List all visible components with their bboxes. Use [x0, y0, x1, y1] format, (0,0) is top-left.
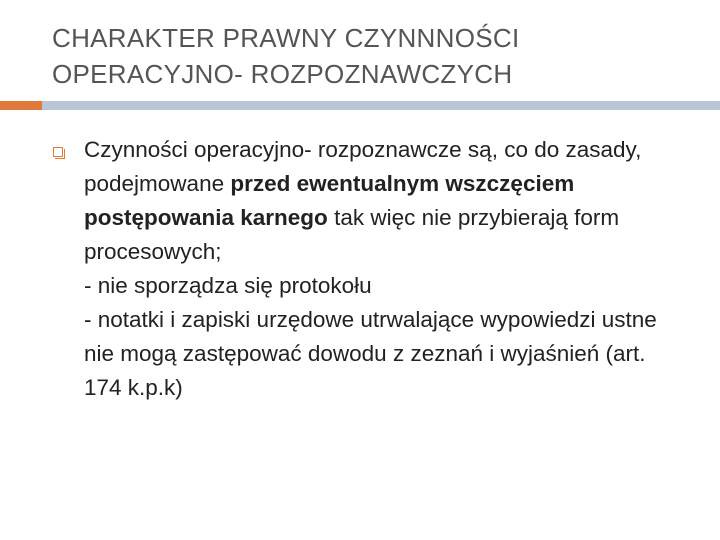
- title-accent-bar: [0, 101, 42, 110]
- sub-item-2: - notatki i zapiski urzędowe utrwalające wypowiedzi ustne nie mogą zastępować dowodu z zeznań i wyjaśnień (art. 174 k.p.k): [84, 307, 657, 400]
- slide-title: [52, 20, 692, 92]
- title-divider-bar: [42, 101, 720, 110]
- hollow-square-bullet-icon: [53, 147, 63, 157]
- paragraph-intro: Czynności operacyjno- rozpoznawcze są, co do zasady, podejmowane: [84, 137, 642, 196]
- paragraph-rest: tak więc nie przybierają form procesowych;: [84, 205, 620, 264]
- paragraph-bold: przed ewentualnym wszczęciem postępowania karnego: [84, 171, 575, 230]
- slide-body: [84, 133, 684, 405]
- bullet-paragraph: [84, 133, 684, 269]
- sub-item-1: - nie sporządza się protokołu: [84, 273, 372, 298]
- title-line-2: OPERACYJNO- ROZPOZNAWCZYCH: [52, 59, 513, 89]
- title-line-1: CHARAKTER PRAWNY CZYNNNOŚCI: [52, 23, 520, 53]
